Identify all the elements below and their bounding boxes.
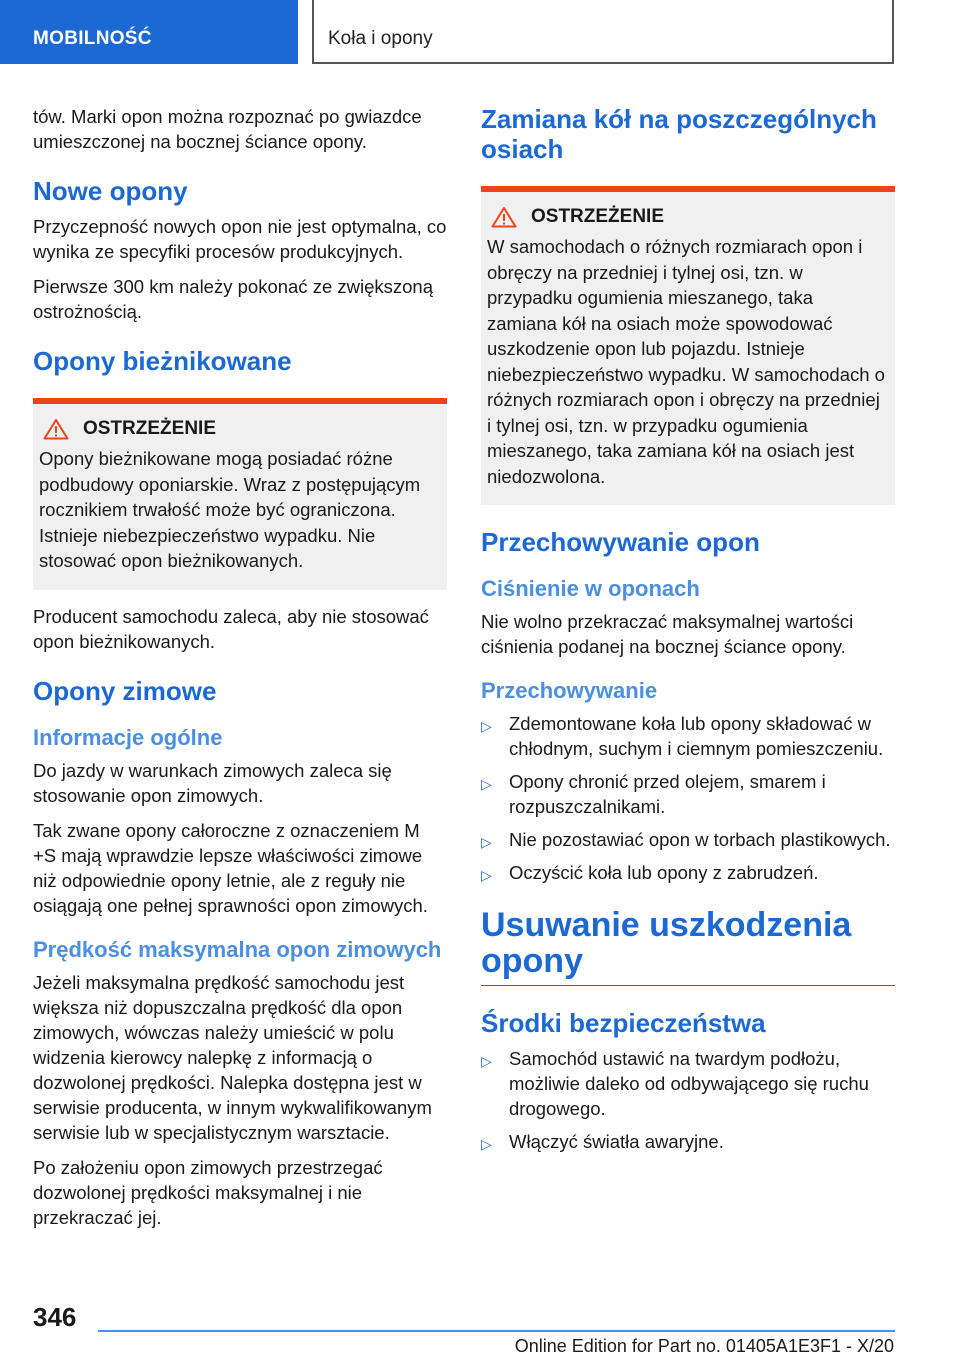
triangle-bullet-icon: ▷ bbox=[481, 834, 492, 850]
triangle-bullet-icon: ▷ bbox=[481, 1136, 492, 1152]
heading-new-tires: Nowe opony bbox=[33, 176, 188, 206]
right-column bbox=[481, 104, 895, 1164]
storage-list bbox=[481, 711, 895, 885]
warning-triangle-icon bbox=[43, 418, 69, 440]
warning-text: W samochodach o różnych rozmiarach opon i obręczy na przedniej i tylnej osi, tzn. w przypadku ogumienia mieszanego, taka zamiana kół na osiach może spowodować uszkodzenie opon lub pojazdu. Istnieje niebezpieczeństwo wypadku. W samochodach o różnych rozmiarach opon i obręczy na przedniej i tylnej osi, tzn. w przypadku ogumienia mieszanego, taka zamiana kół na osiach jest niedozwolona. bbox=[487, 236, 885, 487]
subheading-storing: Przechowywanie bbox=[481, 678, 658, 703]
list-item: ▷ Zdemontowane koła lub opony składować w chłodnym, suchym i ciemnym pomieszczeniu. bbox=[481, 713, 884, 759]
intro-paragraph: tów. Marki opon można rozpoznać po gwiazdce umieszczonej na bocznej ściance opony. bbox=[33, 106, 422, 152]
heading-safety-measures: Środki bezpieczeństwa bbox=[481, 1008, 766, 1038]
paragraph: Pierwsze 300 km należy pokonać ze zwiększoną ostrożnością. bbox=[33, 276, 433, 322]
paragraph: Nie wolno przekraczać maksymalnej wartości ciśnienia podanej na bocznej ściance opony. bbox=[481, 611, 854, 657]
heading-wheel-swap: Zamiana kół na poszczególnych osiach bbox=[481, 104, 877, 164]
page-number: 346 bbox=[33, 1302, 77, 1332]
list-item: ▷ Oczyścić koła lub opony z zabrudzeń. bbox=[481, 860, 895, 885]
chapter-title: Koła i opony bbox=[312, 0, 894, 64]
warning-box bbox=[481, 186, 895, 505]
list-item: ▷ Samochód ustawić na twardym podłożu, możliwie daleko od odbywającego się ruchu drogowego. bbox=[481, 1048, 869, 1119]
paragraph: Jeżeli maksymalna prędkość samochodu jest większa niż dopuszczalna prędkość dla opon zimowych, wówczas należy umieścić w polu widzenia kierowcy nalepkę z informacją o dozwolonej prędkości. Nalepka dostępna jest w serwisie producenta, w innym wykwalifikowanym serwisie lub w specjalistycznym warsztacie. bbox=[33, 971, 432, 1143]
list-item: ▷ Włączyć światła awaryjne. bbox=[481, 1129, 895, 1154]
subheading-general-info: Informacje ogólne bbox=[33, 724, 223, 750]
list-item: ▷ Nie pozostawiać opon w torbach plastikowych. bbox=[481, 827, 895, 852]
heading-retreaded-tires: Opony bieżnikowane bbox=[33, 346, 292, 376]
triangle-bullet-icon: ▷ bbox=[481, 718, 492, 734]
safety-list bbox=[481, 1046, 895, 1154]
paragraph: Tak zwane opony całoroczne z oznaczeniem M +S mają wprawdzie lepsze właściwości zimowe niż odpowiednie opony letnie, ale z reguły nie osiągają one pełnej sprawności opon zimowych. bbox=[33, 819, 428, 916]
paragraph: Do jazdy w warunkach zimowych zaleca się stosowanie opon zimowych. bbox=[33, 759, 392, 806]
edition-info: Online Edition for Part no. 01405A1E3F1 - X/20 bbox=[514, 1336, 894, 1356]
heading-tire-storage: Przechowywanie opon bbox=[481, 527, 760, 557]
heading-tire-damage: Usuwanie uszkodzenia opony bbox=[481, 907, 895, 986]
paragraph: Po założeniu opon zimowych przestrzegać dozwolonej prędkości maksymalnej i nie przekraczać jej. bbox=[33, 1156, 383, 1228]
subheading-max-speed: Prędkość maksymalna opon zimowych bbox=[33, 936, 442, 962]
paragraph: Przyczepność nowych opon nie jest optymalna, co wynika ze specyfiki procesów produkcyjnych. bbox=[33, 216, 447, 262]
list-item: ▷ Opony chronić przed olejem, smarem i rozpuszczalnikami. bbox=[481, 771, 826, 817]
heading-winter-tires: Opony zimowe bbox=[33, 675, 217, 706]
subheading-tire-pressure: Ciśnienie w oponach bbox=[481, 576, 700, 601]
warning-text: Opony bieżnikowane mogą posiadać różne podbudowy oponiarskie. Wraz z postępującym rocznikiem trwałość może być ograniczona. Istnieje niebezpieczeństwo wypadku. Nie stosować opon bieżnikowanych. bbox=[39, 448, 421, 571]
footer-divider bbox=[98, 1330, 895, 1332]
triangle-bullet-icon: ▷ bbox=[481, 776, 492, 792]
warning-title: OSTRZEŻENIE bbox=[531, 206, 665, 227]
triangle-bullet-icon: ▷ bbox=[481, 1053, 492, 1069]
warning-triangle-icon bbox=[491, 206, 517, 228]
triangle-bullet-icon: ▷ bbox=[481, 867, 492, 883]
section-tab: MOBILNOŚĆ bbox=[0, 0, 298, 64]
left-column bbox=[33, 104, 447, 1240]
warning-box bbox=[33, 398, 447, 590]
warning-title: OSTRZEŻENIE bbox=[83, 418, 217, 439]
paragraph: Producent samochodu zaleca, aby nie stosować opon bieżnikowanych. bbox=[33, 605, 429, 652]
